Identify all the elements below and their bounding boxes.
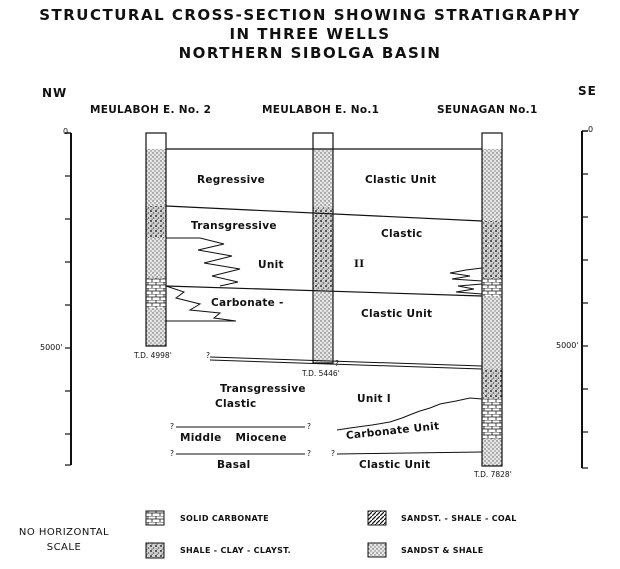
depth-scale-right (582, 131, 588, 468)
td-seunagan-1: T.D. 7828' (474, 470, 512, 479)
title-line-3: NORTHERN SIBOLGA BASIN (178, 44, 442, 62)
well-column-meulaboh-e2 (146, 133, 166, 346)
legend-no-horizontal-scale: NO HORIZONTAL SCALE (18, 527, 110, 553)
well-header-meulaboh-e1: MEULABOH E. No.1 (262, 104, 380, 116)
label-clastic-unit-mid: Clastic Unit (361, 308, 433, 320)
scale-left-zero: 0 (63, 127, 69, 136)
depth-scale-left (65, 133, 71, 465)
label-unit: Unit (258, 259, 284, 271)
question-mark-3: ? (170, 422, 174, 431)
label-unit-i: Unit I (357, 393, 391, 405)
question-mark-4: ? (307, 422, 311, 431)
label-clastic: Clastic (381, 228, 423, 240)
well-column-seunagan-1 (482, 133, 502, 466)
td-meulaboh-e1: T.D. 5446' (302, 369, 340, 378)
title-line-2: IN THREE WELLS (229, 25, 391, 43)
label-clastic-unit-top: Clastic Unit (365, 174, 437, 186)
label-basal: Basal (217, 459, 251, 471)
direction-se: SE (578, 84, 597, 98)
legend-label-shale-clay: SHALE - CLAY - CLAYST. (180, 546, 292, 555)
well-header-meulaboh-e2: MEULABOH E. No. 2 (90, 104, 212, 116)
legend-label-sandst-shale-coal: SANDST. - SHALE - COAL (401, 514, 517, 523)
question-mark-5: ? (170, 449, 174, 458)
question-mark-1: ? (206, 351, 210, 360)
question-mark-7: ? (331, 449, 335, 458)
label-carbonate: Carbonate - (211, 297, 284, 309)
direction-nw: NW (42, 86, 68, 100)
well-column-meulaboh-e1 (313, 133, 333, 363)
label-clastic-lower: Clastic (215, 398, 257, 410)
scale-right-zero: 0 (588, 125, 594, 134)
question-mark-2: ? (335, 359, 339, 368)
title-line-1: STRUCTURAL CROSS-SECTION SHOWING STRATIGRAPHY (39, 6, 581, 24)
scale-right-5000: 5000' (556, 341, 579, 350)
legend-label-sandst-shale: SANDST & SHALE (401, 546, 484, 555)
label-unit-ii: II (354, 258, 365, 270)
label-middle-miocene: Middle Miocene (180, 432, 287, 444)
label-clastic-unit-bottom: Clastic Unit (359, 459, 431, 471)
question-mark-6: ? (307, 449, 311, 458)
label-transgressive-lower: Transgressive (220, 383, 306, 395)
td-meulaboh-e2: T.D. 4998' (134, 351, 172, 360)
label-regressive: Regressive (197, 174, 266, 186)
label-carbonate-unit: Carbonate Unit (345, 420, 441, 442)
well-header-seunagan-1: SEUNAGAN No.1 (437, 104, 538, 116)
label-transgressive: Transgressive (191, 220, 277, 232)
scale-left-5000: 5000' (40, 343, 63, 352)
legend-label-solid-carbonate: SOLID CARBONATE (180, 514, 269, 523)
